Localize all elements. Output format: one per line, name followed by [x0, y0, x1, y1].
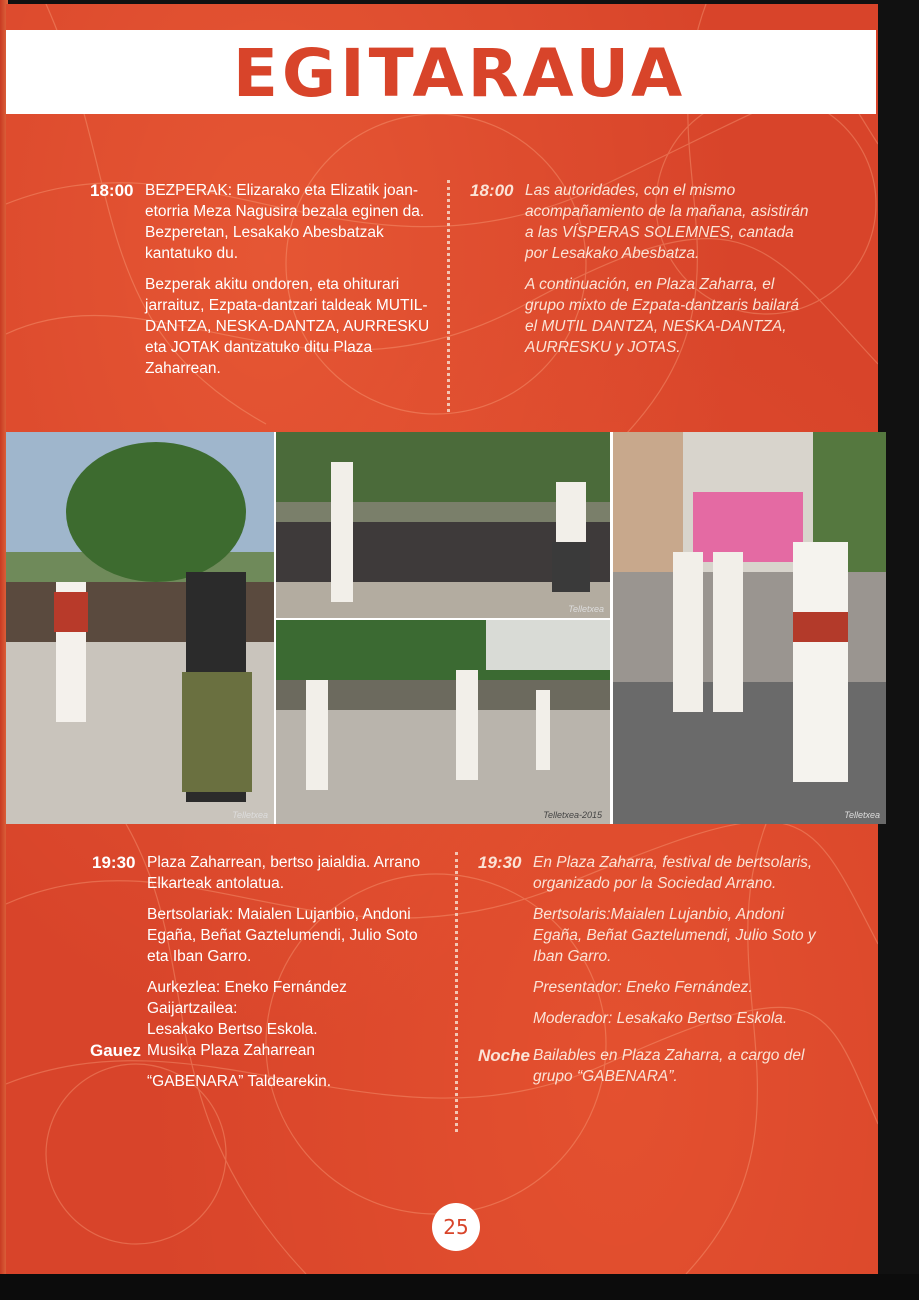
paragraph: [147, 977, 437, 1040]
photo-credit: Telletxea-2015: [543, 810, 602, 820]
paragraph: Bezperak akitu ondoren, eta ohiturari jarraituz, Ezpata-dantzari taldeak MUTIL-DANTZA, NESKA-DANTZA, AURRESKU eta JOTAK dantzatuko ditu Plaza Zaharrean.: [145, 276, 430, 377]
dancers-photo: [276, 432, 610, 618]
paragraph: Moderador: Lesakako Bertso Eskola.: [533, 1010, 788, 1027]
paragraph: [147, 1040, 437, 1092]
time-label: 19:30: [92, 853, 136, 872]
paragraph: A continuación, en Plaza Zaharra, el grupo mixto de Ezpata-dantzaris bailará el MUTIL DANTZA, NESKA-DANTZA, AURRESKU y JOTAS.: [525, 276, 799, 356]
evening-basque-block: [90, 180, 435, 379]
paragraph: Bertsolariak: Maialen Lujanbio, Andoni Egaña, Beñat Gaztelumendi, Julio Soto eta Iban Garro.: [147, 906, 418, 965]
dancers-photo: [6, 432, 274, 824]
dancers-photo: [276, 620, 610, 824]
paragraph: Bailables en Plaza Zaharra, a cargo del grupo “GABENARA”.: [533, 1047, 805, 1085]
evening-spanish-block: [470, 180, 815, 358]
photo-credit: Telletxea: [844, 810, 880, 820]
paragraph: En Plaza Zaharra, festival de bertsolaris, organizado por la Sociedad Arrano.: [533, 854, 813, 892]
night-basque-block: [92, 852, 437, 1092]
time-label: 18:00: [470, 181, 514, 200]
time-label: Noche: [478, 1046, 530, 1065]
time-label: 19:30: [478, 853, 522, 872]
page-title: EGITARAUA: [232, 35, 687, 112]
time-label: Gauez: [90, 1041, 142, 1060]
column-divider: [455, 852, 458, 1132]
time-label: 18:00: [90, 181, 134, 200]
text-line: “GABENARA” Taldearekin.: [147, 1073, 332, 1090]
scan-border: [0, 1274, 919, 1300]
paragraph: Las autoridades, con el mismo acompañamiento de la mañana, asistirán a las VÍSPERAS SOLEMNES, cantada por Lesakako Abesbatza.: [525, 182, 809, 262]
paragraph: Bertsolaris:Maialen Lujanbio, Andoni Egaña, Beñat Gaztelumendi, Julio Soto y Iban Garro.: [533, 906, 816, 965]
paragraph: Presentador: Eneko Fernández.: [533, 979, 753, 996]
text-line: Lesakako Bertso Eskola.: [147, 1021, 318, 1038]
text-line: Aurkezlea: Eneko Fernández: [147, 979, 347, 996]
night-spanish-block: [478, 852, 823, 1087]
paragraph: Plaza Zaharrean, bertso jaialdia. Arrano Elkarteak antolatua.: [147, 854, 421, 892]
column-divider: [447, 180, 450, 412]
photo-credit: Telletxea: [232, 810, 268, 820]
paragraph: BEZPERAK: Elizarako eta Elizatik joan-etorria Meza Nagusira bezala eginen da. Bezperetan, Lesakako Abesbatzak kantatuko du.: [145, 182, 425, 262]
dancers-photo: [613, 432, 886, 824]
photo-collage: [6, 432, 886, 824]
text-line: Musika Plaza Zaharrean: [147, 1042, 315, 1059]
photo-credit: Telletxea: [568, 604, 604, 614]
page-number: 25: [432, 1203, 480, 1251]
text-line: Gaijartzailea:: [147, 1000, 238, 1017]
